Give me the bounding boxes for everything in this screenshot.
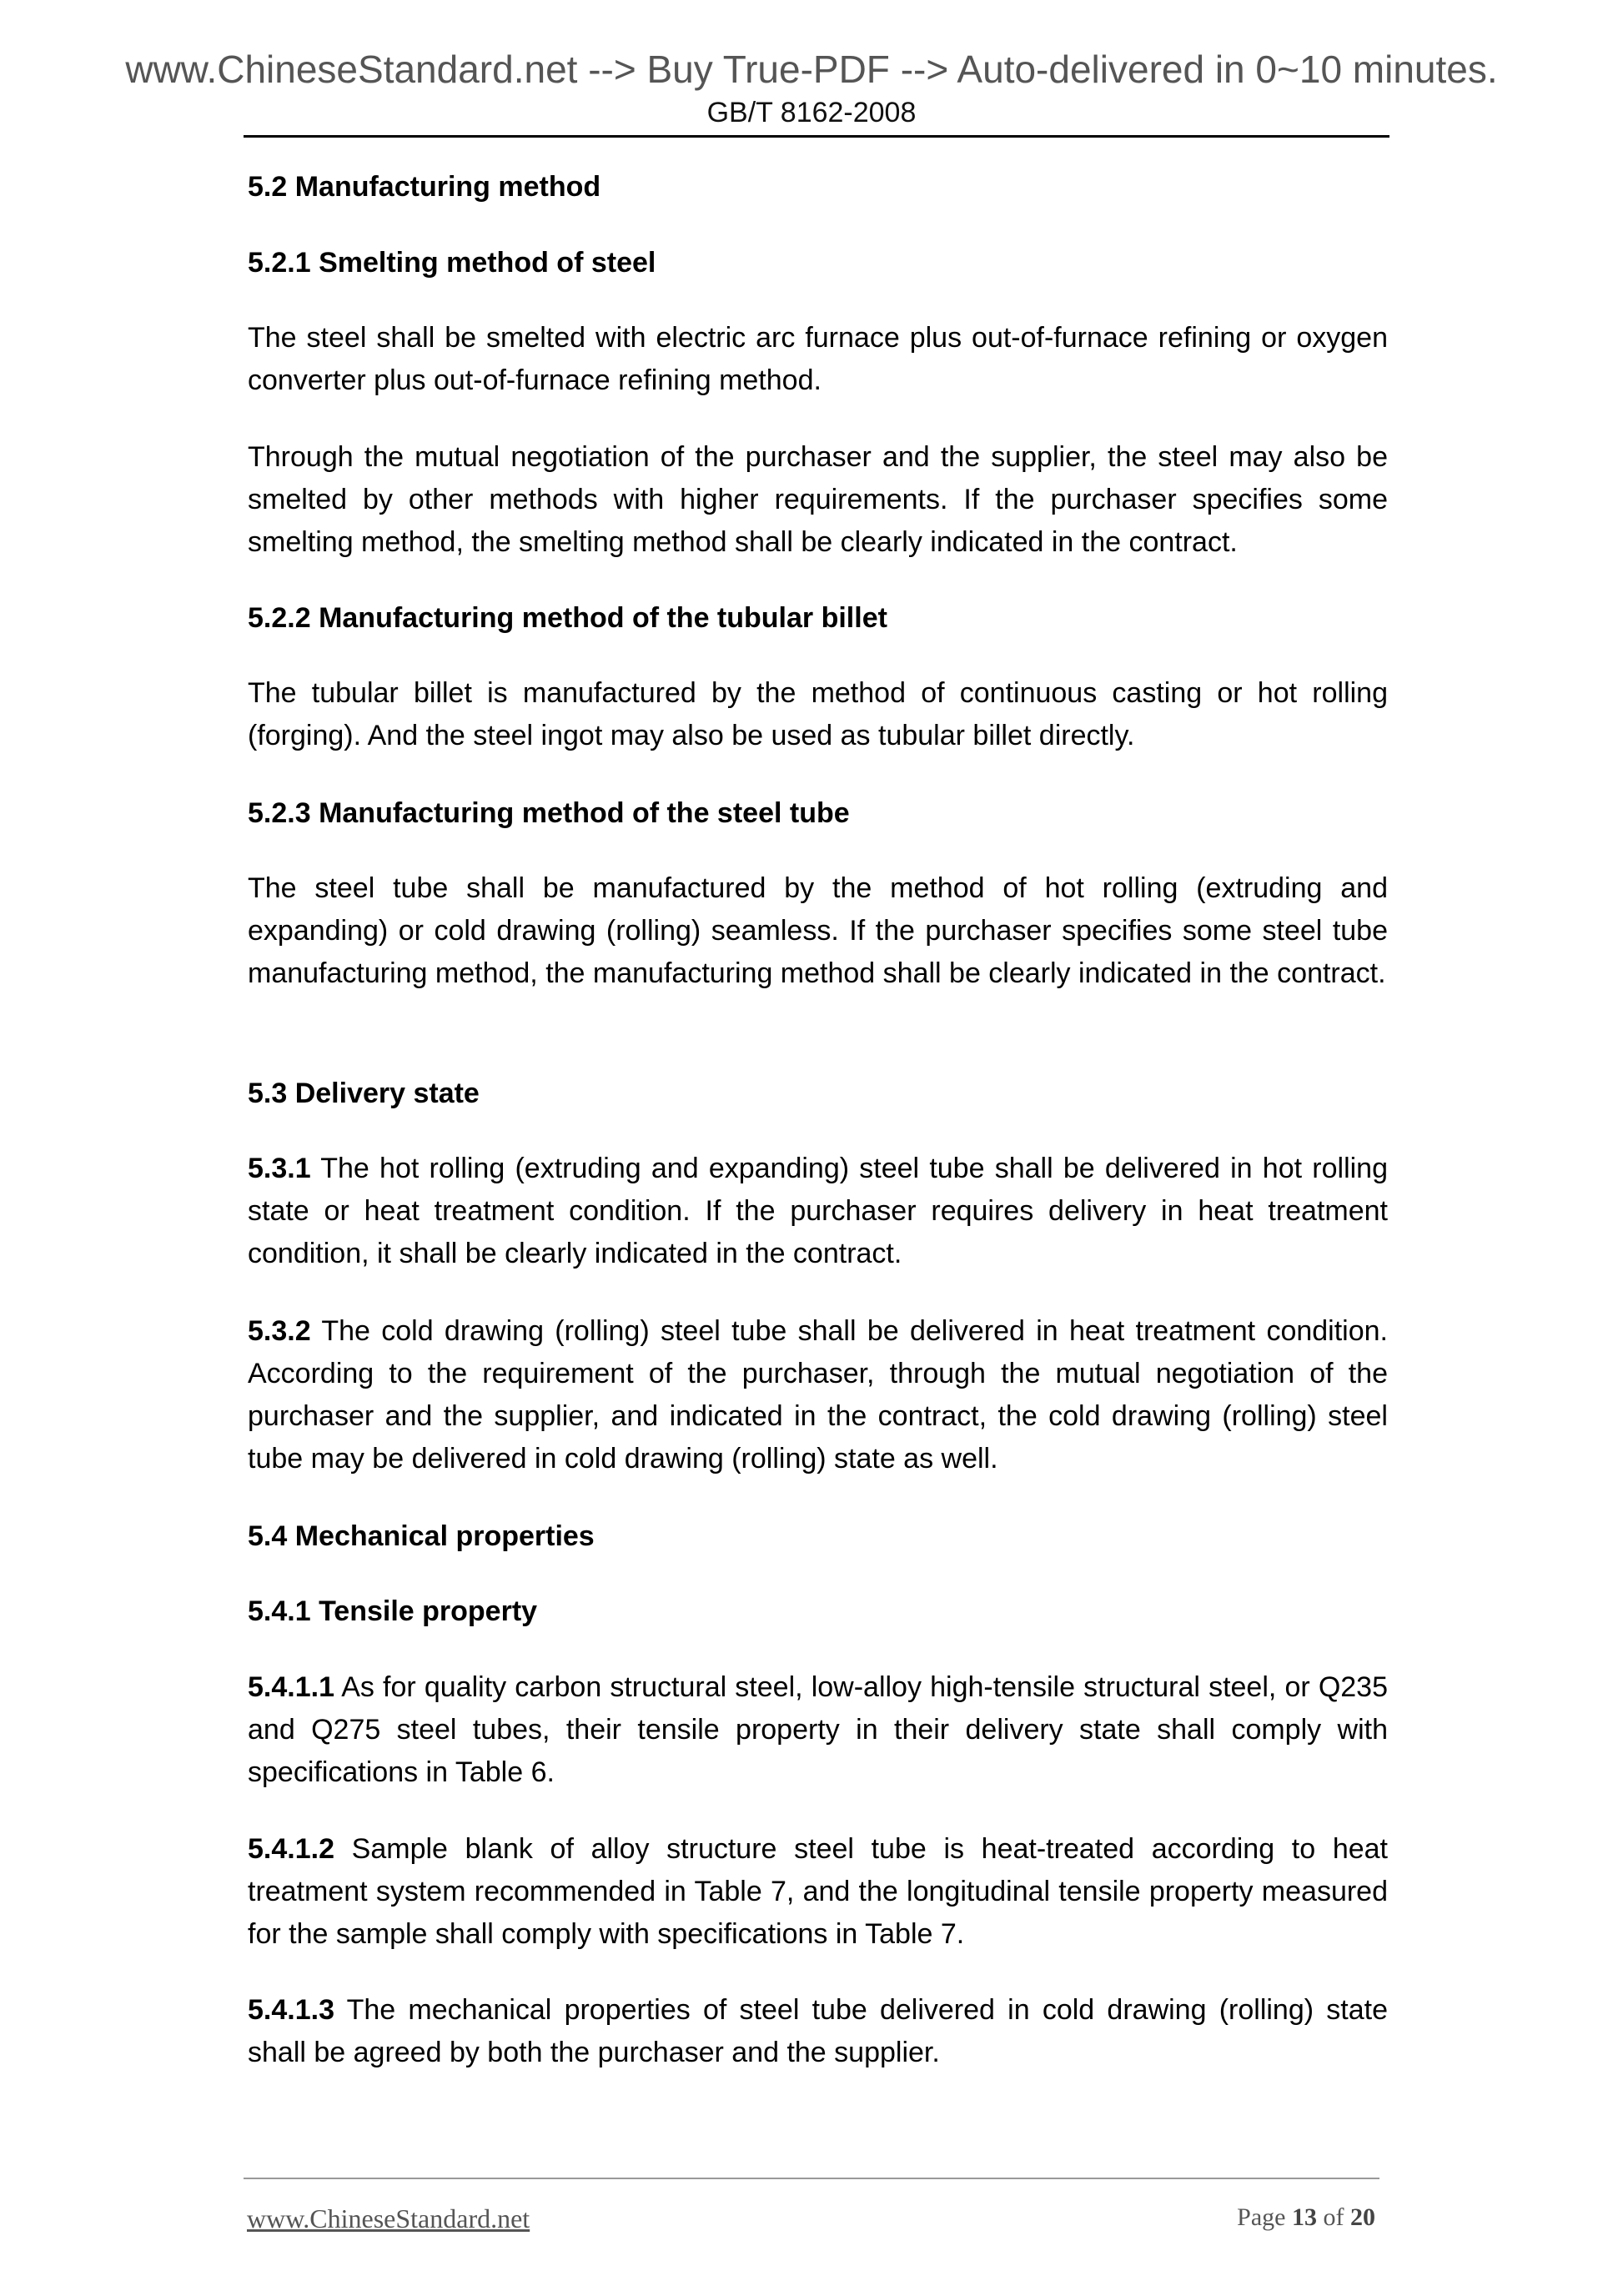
paragraph-text: The steel tube shall be manufactured by the method of hot rolling (extruding and expanding) or cold drawing (rolling) seamless. If the purchaser specifies some steel tube manufacturing method, the manufacturing method shall be clearly indicated in the contract.: [248, 872, 1388, 989]
paragraph: [248, 1148, 1388, 1275]
paragraph: [248, 317, 1388, 402]
page-number: [1237, 2203, 1375, 2232]
page-label: Page: [1237, 2203, 1286, 2231]
section-heading: 5.3 Delivery state: [248, 1078, 480, 1109]
footer-link[interactable]: www.ChineseStandard.net: [247, 2203, 530, 2233]
paragraph-text: The hot rolling (extruding and expanding) steel tube shall be delivered in hot rolling state or heat treatment condition. If the purchaser requires delivery in heat treatment condition, it shall be clearly indicated in the contract.: [248, 1153, 1388, 1269]
of-label: of: [1323, 2203, 1344, 2231]
section-heading: 5.2.2 Manufacturing method of the tubular billet: [248, 602, 887, 634]
section-heading: 5.4.1 Tensile property: [248, 1595, 538, 1627]
total-pages: 20: [1350, 2203, 1375, 2231]
paragraph-text: The tubular billet is manufactured by the method of continuous casting or hot rolling (forging). And the steel ingot may also be used as tubular billet directly.: [248, 677, 1388, 751]
paragraph: [248, 1310, 1388, 1480]
paragraph: [248, 1828, 1388, 1956]
clause-number: 5.4.1.3: [248, 1994, 334, 2026]
paragraph: [248, 1666, 1388, 1794]
paragraph: [248, 867, 1388, 995]
paragraph: [248, 672, 1388, 757]
paragraph-text: As for quality carbon structural steel, low-alloy high-tensile structural steel, or Q235 and Q275 steel tubes, their tensile property in their delivery state shall comply with specifications in Table 6.: [248, 1671, 1388, 1788]
paragraph-text: The steel shall be smelted with electric arc furnace plus out-of-furnace refining or oxygen converter plus out-of-furnace refining method.: [248, 322, 1388, 396]
paragraph-text: Sample blank of alloy structure steel tube is heat-treated according to heat treatment system recommended in Table 7, and the longitudinal tensile property measured for the sample shall comply with specifications in Table 7.: [248, 1833, 1388, 1950]
section-heading: 5.2.1 Smelting method of steel: [248, 247, 656, 279]
document-id: GB/T 8162-2008: [706, 97, 917, 128]
section-heading: 5.2 Manufacturing method: [248, 171, 601, 203]
paragraph: [248, 436, 1388, 564]
paragraph: [248, 1989, 1388, 2074]
clause-number: 5.3.2: [248, 1315, 311, 1347]
header-rule: [244, 135, 1389, 138]
paragraph-text: The mechanical properties of steel tube delivered in cold drawing (rolling) state shall be agreed by both the purchaser and the supplier.: [248, 1994, 1388, 2068]
banner-text: www.ChineseStandard.net --> Buy True-PDF --> Auto-delivered in 0~10 minutes.: [125, 48, 1498, 91]
paragraph-text: Through the mutual negotiation of the purchaser and the supplier, the steel may also be smelted by other methods with higher requirements. If the purchaser specifies some smelting method, the smelting method shall be clearly indicated in the contract.: [248, 441, 1388, 558]
footer-rule: [244, 2178, 1379, 2179]
clause-number: 5.3.1: [248, 1153, 311, 1184]
clause-number: 5.4.1.1: [248, 1671, 334, 1703]
current-page: 13: [1292, 2203, 1317, 2231]
section-heading: 5.2.3 Manufacturing method of the steel tube: [248, 797, 850, 829]
section-heading: 5.4 Mechanical properties: [248, 1520, 595, 1552]
paragraph-text: The cold drawing (rolling) steel tube shall be delivered in heat treatment condition. According to the requirement of the purchaser, through the mutual negotiation of the purchaser and the supplier, and indicated in the contract, the cold drawing (rolling) steel tube may be delivered in cold drawing (rolling) state as well.: [248, 1315, 1388, 1475]
clause-number: 5.4.1.2: [248, 1833, 334, 1865]
